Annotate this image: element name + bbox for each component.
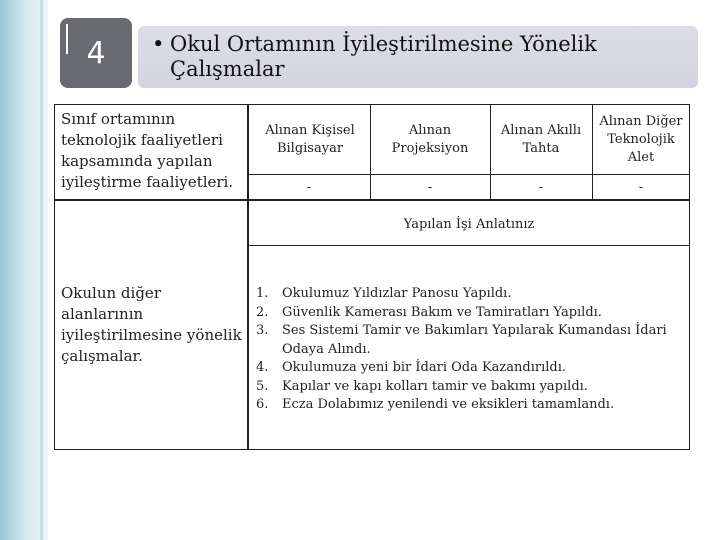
- list-item: 4. Okulumuza yeni bir İdari Oda Kazandırıldı.: [256, 360, 567, 375]
- value-projection: -: [427, 180, 433, 195]
- slide-title: Okul Ortamının İyileştirilmesine Yönelik Çalışmalar: [170, 32, 597, 81]
- task-list: [256, 285, 676, 415]
- left-decorative-band: [0, 0, 48, 540]
- col-header-other-tech: Alınan Diğer Teknolojik Alet: [599, 114, 683, 165]
- section2-label-cell: [54, 200, 248, 450]
- value-other-tech: -: [638, 180, 644, 195]
- col-header-computer: Alınan Kişisel Bilgisayar: [265, 123, 355, 156]
- list-item: 3. Ses Sistemi Tamir ve Bakımları Yapılarak Kumandası İdari Odaya Alındı.: [256, 323, 667, 357]
- section2-row-divider: [248, 245, 690, 246]
- bullet-icon: •: [152, 32, 165, 56]
- list-item: 1. Okulumuz Yıldızlar Panosu Yapıldı.: [256, 286, 512, 301]
- slide-number: 4: [86, 35, 106, 71]
- list-item: 5. Kapılar ve kapı kolları tamir ve bakımı yapıldı.: [256, 378, 588, 394]
- section2-label: Okulun diğer alanlarının iyileştirilmesine yönelik çalışmalar.: [61, 284, 242, 365]
- col-header-smartboard: Alınan Akıllı Tahta: [500, 123, 582, 156]
- section1-label: Sınıf ortamının teknolojik faaliyetleri kapsamında yapılan iyileştirme faaliyetleri.: [61, 110, 234, 191]
- slide-title-block: [150, 32, 690, 82]
- value-computer: -: [306, 180, 312, 195]
- list-item: 2. Güvenlik Kamerası Bakım ve Tamiratları Yapıldı.: [256, 304, 602, 320]
- value-smartboard: -: [538, 180, 544, 195]
- section1-label-cell: [54, 104, 248, 200]
- section2-header: Yapılan İşi Anlatınız: [403, 217, 535, 232]
- list-item: 6. Ecza Dolabımız yenilendi ve eksikleri tamamlandı.: [256, 397, 615, 412]
- slide-number-badge: [60, 18, 132, 88]
- col-header-projection: Alınan Projeksiyon: [391, 123, 469, 156]
